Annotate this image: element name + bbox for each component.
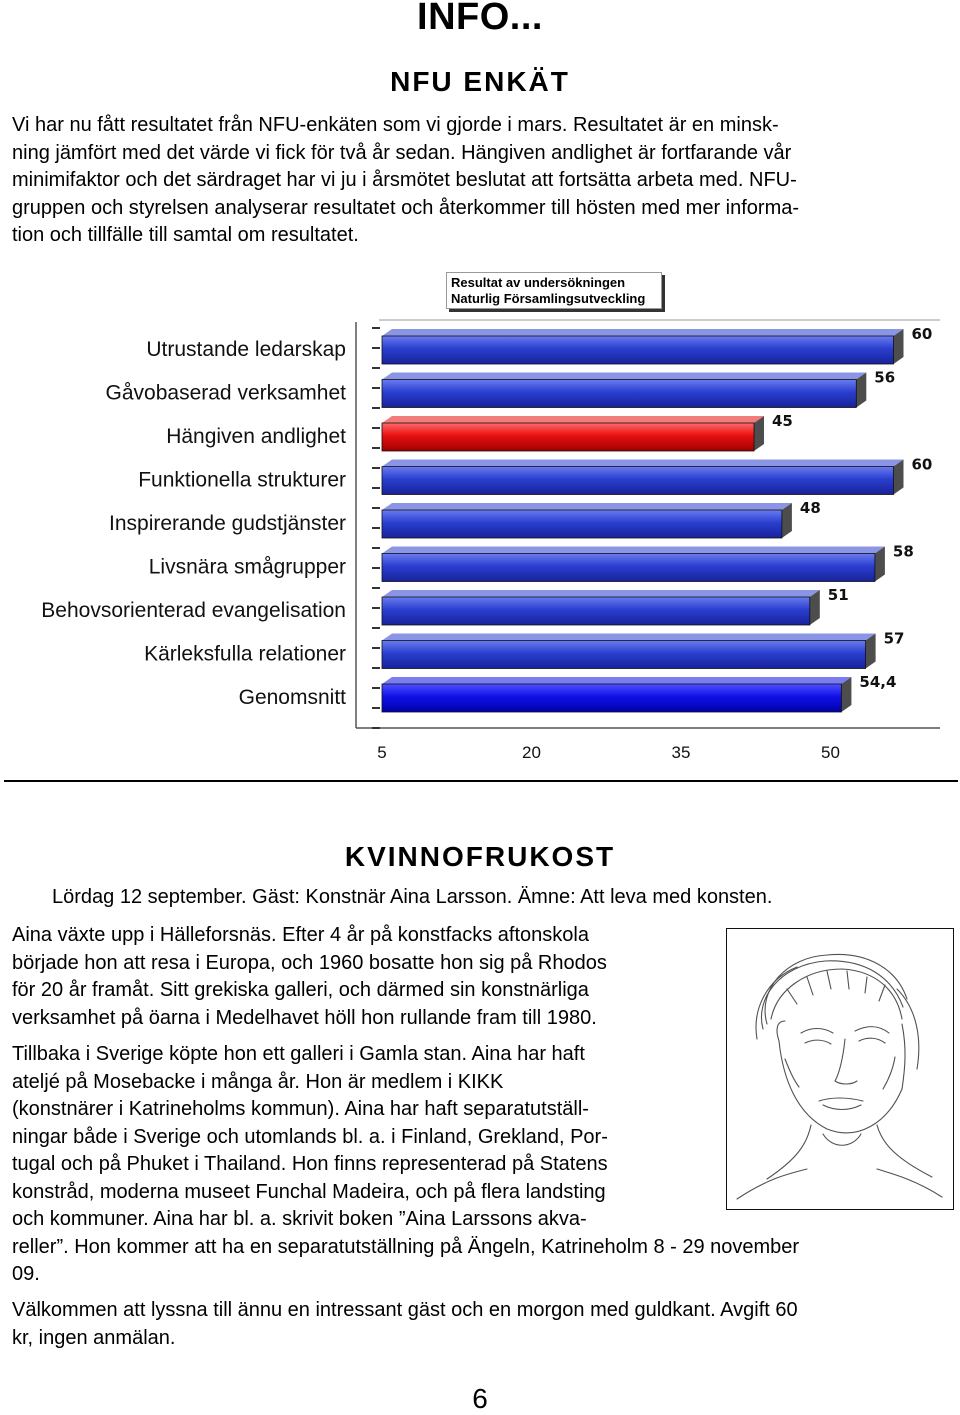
bar-top-face: [382, 677, 851, 684]
bar-4: [138, 456, 932, 495]
kvinno-line: konstråd, moderna museet Funchal Madeira, och på flera landsting: [12, 1180, 606, 1203]
bar-8: [144, 630, 904, 669]
bar-top-face: [382, 503, 792, 510]
category-label: Genomsnitt: [238, 686, 346, 709]
bar-front: [382, 510, 782, 538]
kvinno-line: 09.: [12, 1263, 40, 1285]
kvinno-line: (konstnärer i Katrineholms kommun). Aina har haft separatutställ-: [12, 1098, 589, 1120]
value-label: 60: [911, 325, 933, 343]
bar-front: [382, 380, 856, 408]
bar-7: [41, 586, 848, 625]
x-tick-label: 50: [821, 743, 840, 762]
bar-top-face: [382, 416, 764, 423]
kvinno-line: verksamhet på öarna i Medelhavet höll hon rullande fram till 1980.: [12, 1006, 597, 1029]
chart-title-line1: Resultat av undersökningen: [451, 275, 626, 290]
value-label: 54,4: [859, 673, 897, 691]
nfu-line: Vi har nu fått resultatet från NFU-enkäten som vi gjorde i mars. Resultatet är en minsk-: [12, 114, 779, 136]
bar-front: [382, 554, 875, 582]
value-label: 48: [799, 499, 821, 517]
x-tick-label: 5: [377, 743, 387, 762]
kvinno-line: ningar både i Sverige och utomlands bl. a. i Finland, Grekland, Por-: [12, 1125, 608, 1148]
kvinno-line: reller”. Hon kommer att ha en separatutställning på Ängeln, Katrineholm 8 - 29 november: [12, 1235, 800, 1258]
bar-top-face: [382, 460, 904, 467]
value-label: 60: [911, 455, 933, 474]
nfu-paragraph: [12, 112, 799, 250]
x-tick-label: 20: [522, 743, 541, 762]
kvinno-line: kr, ingen anmälan.: [12, 1326, 176, 1349]
bar-5: [109, 499, 821, 538]
bar-chart: [0, 318, 960, 768]
value-label: 51: [827, 586, 849, 604]
nfu-line: minimifaktor och det särdraget har vi ju i årsmötet beslutat att fortsätta arbeta med. NFU-: [12, 169, 797, 191]
category-label: Funktionella strukturer: [138, 468, 346, 492]
chart-title-line2: Naturlig Församlingsutveckling: [451, 291, 646, 306]
page-number: 6: [472, 1383, 488, 1414]
nfu-line: tion och tillfälle till samtal om resultatet.: [12, 224, 359, 246]
chart-title-box: [446, 272, 662, 309]
bar-2: [106, 369, 896, 408]
nfu-heading: NFU ENKÄT: [390, 66, 570, 97]
kvinno-line: och kommuner. Aina har bl. a. skrivit boken ”Aina Larssons akva-: [12, 1208, 587, 1230]
bar-top-face: [382, 634, 876, 641]
nfu-line: gruppen och styrelsen analyserar resultatet och återkommer till hösten med mer informa-: [12, 196, 800, 219]
bar-top-face: [382, 329, 904, 336]
kvinno-line: Aina växte upp i Hälleforsnäs. Efter 4 år på konstfacks aftonskola: [12, 924, 589, 946]
kvinno-line: ateljé på Mosebacke i många år. Hon är medlem i KIKK: [12, 1070, 504, 1093]
bar-front: [382, 597, 810, 625]
kvinno-line: tugal och på Phuket i Thailand. Hon finns representerad på Statens: [12, 1153, 608, 1175]
category-label: Hängiven andlighet: [166, 425, 346, 448]
section-divider: [4, 780, 958, 782]
kvinno-line: Tillbaka i Sverige köpte hon ett galleri i Gamla stan. Aina har haft: [12, 1043, 585, 1065]
kvinno-line: för 20 år framåt. Sitt grekiska galleri, och därmed sin konstnärliga: [12, 979, 589, 1001]
bar-1: [146, 325, 932, 364]
chart-bars: [41, 325, 932, 712]
category-label: Livsnära smågrupper: [148, 555, 346, 579]
chart-x-axis: [377, 743, 960, 762]
kvinno-paragraph-1: [12, 922, 607, 1032]
nfu-line: ning jämfört med det värde vi fick för två år sedan. Hängiven andlighet är fortfarande vår: [12, 141, 792, 164]
kvinno-paragraph-2: [12, 1041, 799, 1289]
bar-front: [382, 336, 894, 364]
kvinno-intro: Lördag 12 september. Gäst: Konstnär Aina Larsson. Ämne: Att leva med konsten.: [52, 886, 773, 908]
bar-front: [382, 423, 754, 451]
bar-top-face: [382, 590, 820, 597]
portrait-sketch-image: [726, 928, 954, 1210]
category-label: Kärleksfulla relationer: [144, 642, 346, 666]
category-label: Inspirerande gudstjänster: [109, 512, 346, 535]
value-label: 58: [892, 542, 914, 561]
page-title: INFO...: [417, 0, 543, 38]
bar-top-face: [382, 547, 885, 554]
kvinno-paragraph-3: [12, 1297, 798, 1352]
kvinno-line: Välkommen att lyssna till ännu en intressant gäst och en morgon med guldkant. Avgift 60: [12, 1299, 798, 1321]
bar-front: [382, 467, 894, 495]
kvinno-line: började hon att resa i Europa, och 1960 bosatte hon sig på Rhodos: [12, 951, 607, 974]
portrait-sketch-icon: [727, 929, 952, 1208]
x-tick-label: 35: [671, 743, 691, 762]
category-label: Behovsorienterad evangelisation: [41, 599, 346, 622]
bar-front: [382, 641, 866, 669]
bar-top-face: [382, 373, 866, 380]
kvinno-heading: KVINNOFRUKOST: [344, 841, 616, 872]
value-label: 57: [883, 629, 905, 648]
value-label: 45: [772, 412, 793, 430]
bar-3: [166, 412, 793, 451]
category-label: Utrustande ledarskap: [146, 338, 346, 361]
bar-9: [239, 673, 897, 712]
bar-6: [149, 543, 914, 582]
value-label: 56: [874, 368, 896, 387]
category-label: Gåvobaserad verksamhet: [105, 381, 346, 405]
bar-front: [382, 684, 841, 712]
